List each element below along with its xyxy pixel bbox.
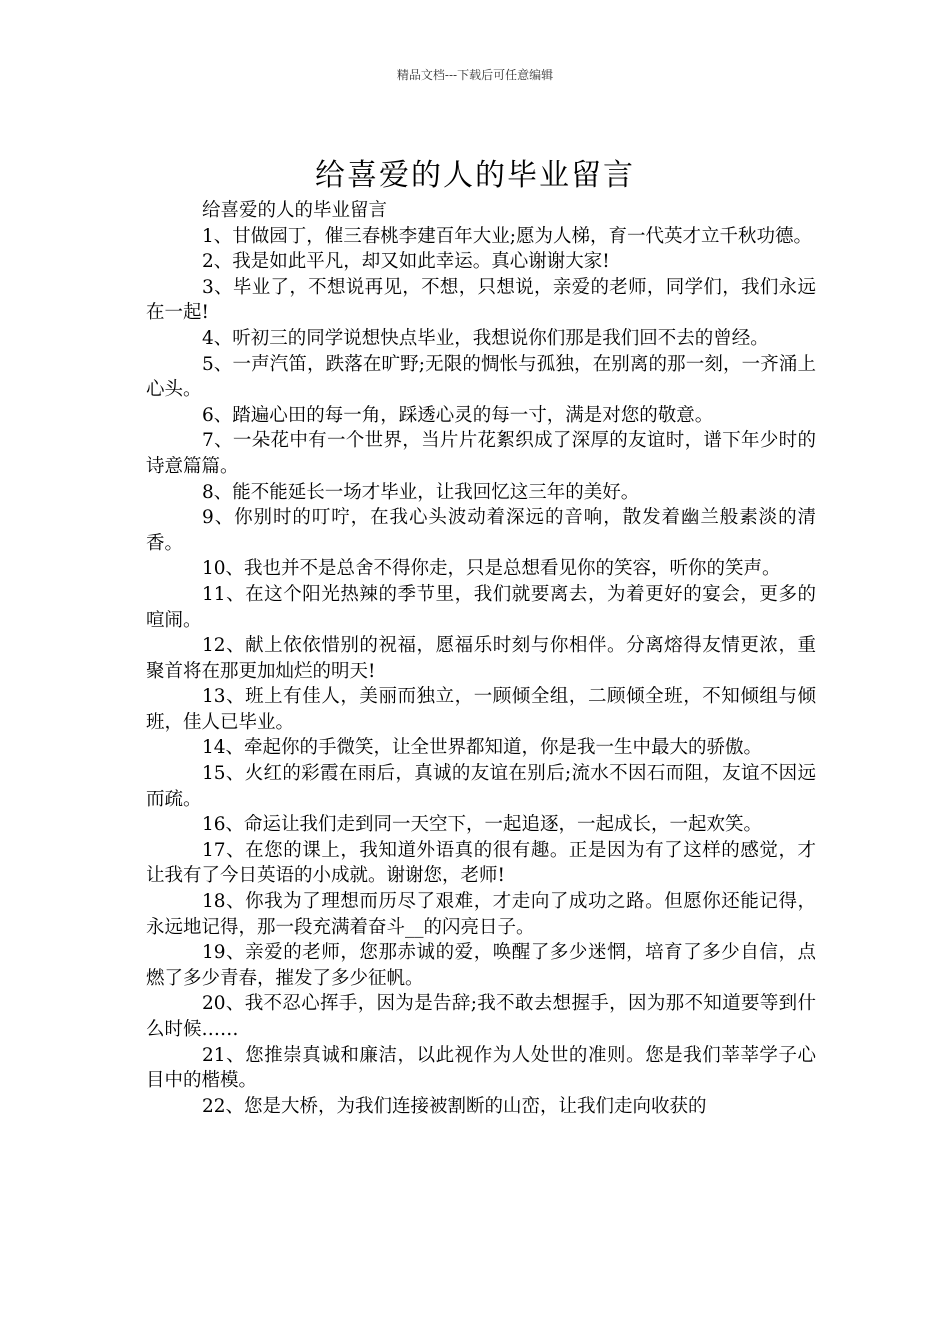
message-item: 5、一声汽笛，跌落在旷野;无限的惆怅与孤独，在别离的那一刻，一齐涌上心头。 [146,353,816,401]
message-item: 6、踏遍心田的每一角，踩透心灵的每一寸，满是对您的敬意。 [202,404,714,426]
message-item: 17、在您的课上，我知道外语真的很有趣。正是因为有了这样的感觉，才让我有了今日英语的小成就。谢谢您，老师! [146,839,816,887]
document-body [146,198,816,1119]
message-item: 22、您是大桥，为我们连接被割断的山峦，让我们走向收获的 [202,1095,707,1117]
message-item: 20、我不忍心挥手，因为是告辞;我不敢去想握手，因为那不知道要等到什么时候…… [146,993,816,1040]
message-item: 4、听初三的同学说想快点毕业，我想说你们那是我们回不去的曾经。 [202,327,769,349]
message-item: 19、亲爱的老师，您那赤诚的爱，唤醒了多少迷惘，培育了多少自信，点燃了多少青春，摧发了多少征帆。 [146,942,816,989]
subtitle-line: 给喜爱的人的毕业留言 [202,200,388,221]
message-item: 1、甘做园丁，催三春桃李建百年大业;愿为人梯，育一代英才立千秋功德。 [202,225,813,247]
message-item: 8、能不能延长一场才毕业，让我回忆这三年的美好。 [202,481,640,503]
message-item: 18、你我为了理想而历尽了艰难，才走向了成功之路。但愿你还能记得，永远地记得，那一段充满着奋斗__的闪亮日子。 [146,891,816,938]
message-item: 3、毕业了，不想说再见，不想，只想说，亲爱的老师，同学们，我们永远在一起! [146,276,816,324]
message-item: 14、牵起你的手微笑，让全世界都知道，你是我一生中最大的骄傲。 [202,737,763,759]
message-item: 11、在这个阳光热辣的季节里，我们就要离去，为着更好的宴会，更多的喧闹。 [146,583,816,631]
message-item: 9、你别时的叮咛，在我心头波动着深远的音响，散发着幽兰般素淡的清香。 [146,507,816,554]
message-item: 21、您推崇真诚和廉洁，以此视作为人处世的准则。您是我们莘莘学子心目中的楷模。 [146,1044,816,1092]
message-item: 12、献上依依惜别的祝福，愿福乐时刻与你相伴。分离熔得友情更浓，重聚首将在那更加灿烂的明天! [146,635,816,682]
message-item: 15、火红的彩霞在雨后，真诚的友谊在别后;流水不因石而阻，友谊不因远而疏。 [146,763,816,810]
message-item: 16、命运让我们走到同一天空下，一起追逐，一起成长，一起欢笑。 [202,814,763,836]
message-item: 2、我是如此平凡，却又如此幸运。真心谢谢大家! [202,251,610,273]
message-item: 10、我也并不是总舍不得你走，只是总想看见你的笑容，听你的笑声。 [202,558,781,580]
message-item: 13、班上有佳人，美丽而独立，一顾倾全组，二顾倾全班，不知倾组与倾班，佳人已毕业。 [146,686,816,733]
document-title: 给喜爱的人的毕业留言 [315,158,635,194]
header-note: 精品文档---下载后可任意编辑 [396,68,554,82]
message-item: 7、一朵花中有一个世界，当片片花絮织成了深厚的友谊时，谱下年少时的诗意篇篇。 [146,430,816,477]
